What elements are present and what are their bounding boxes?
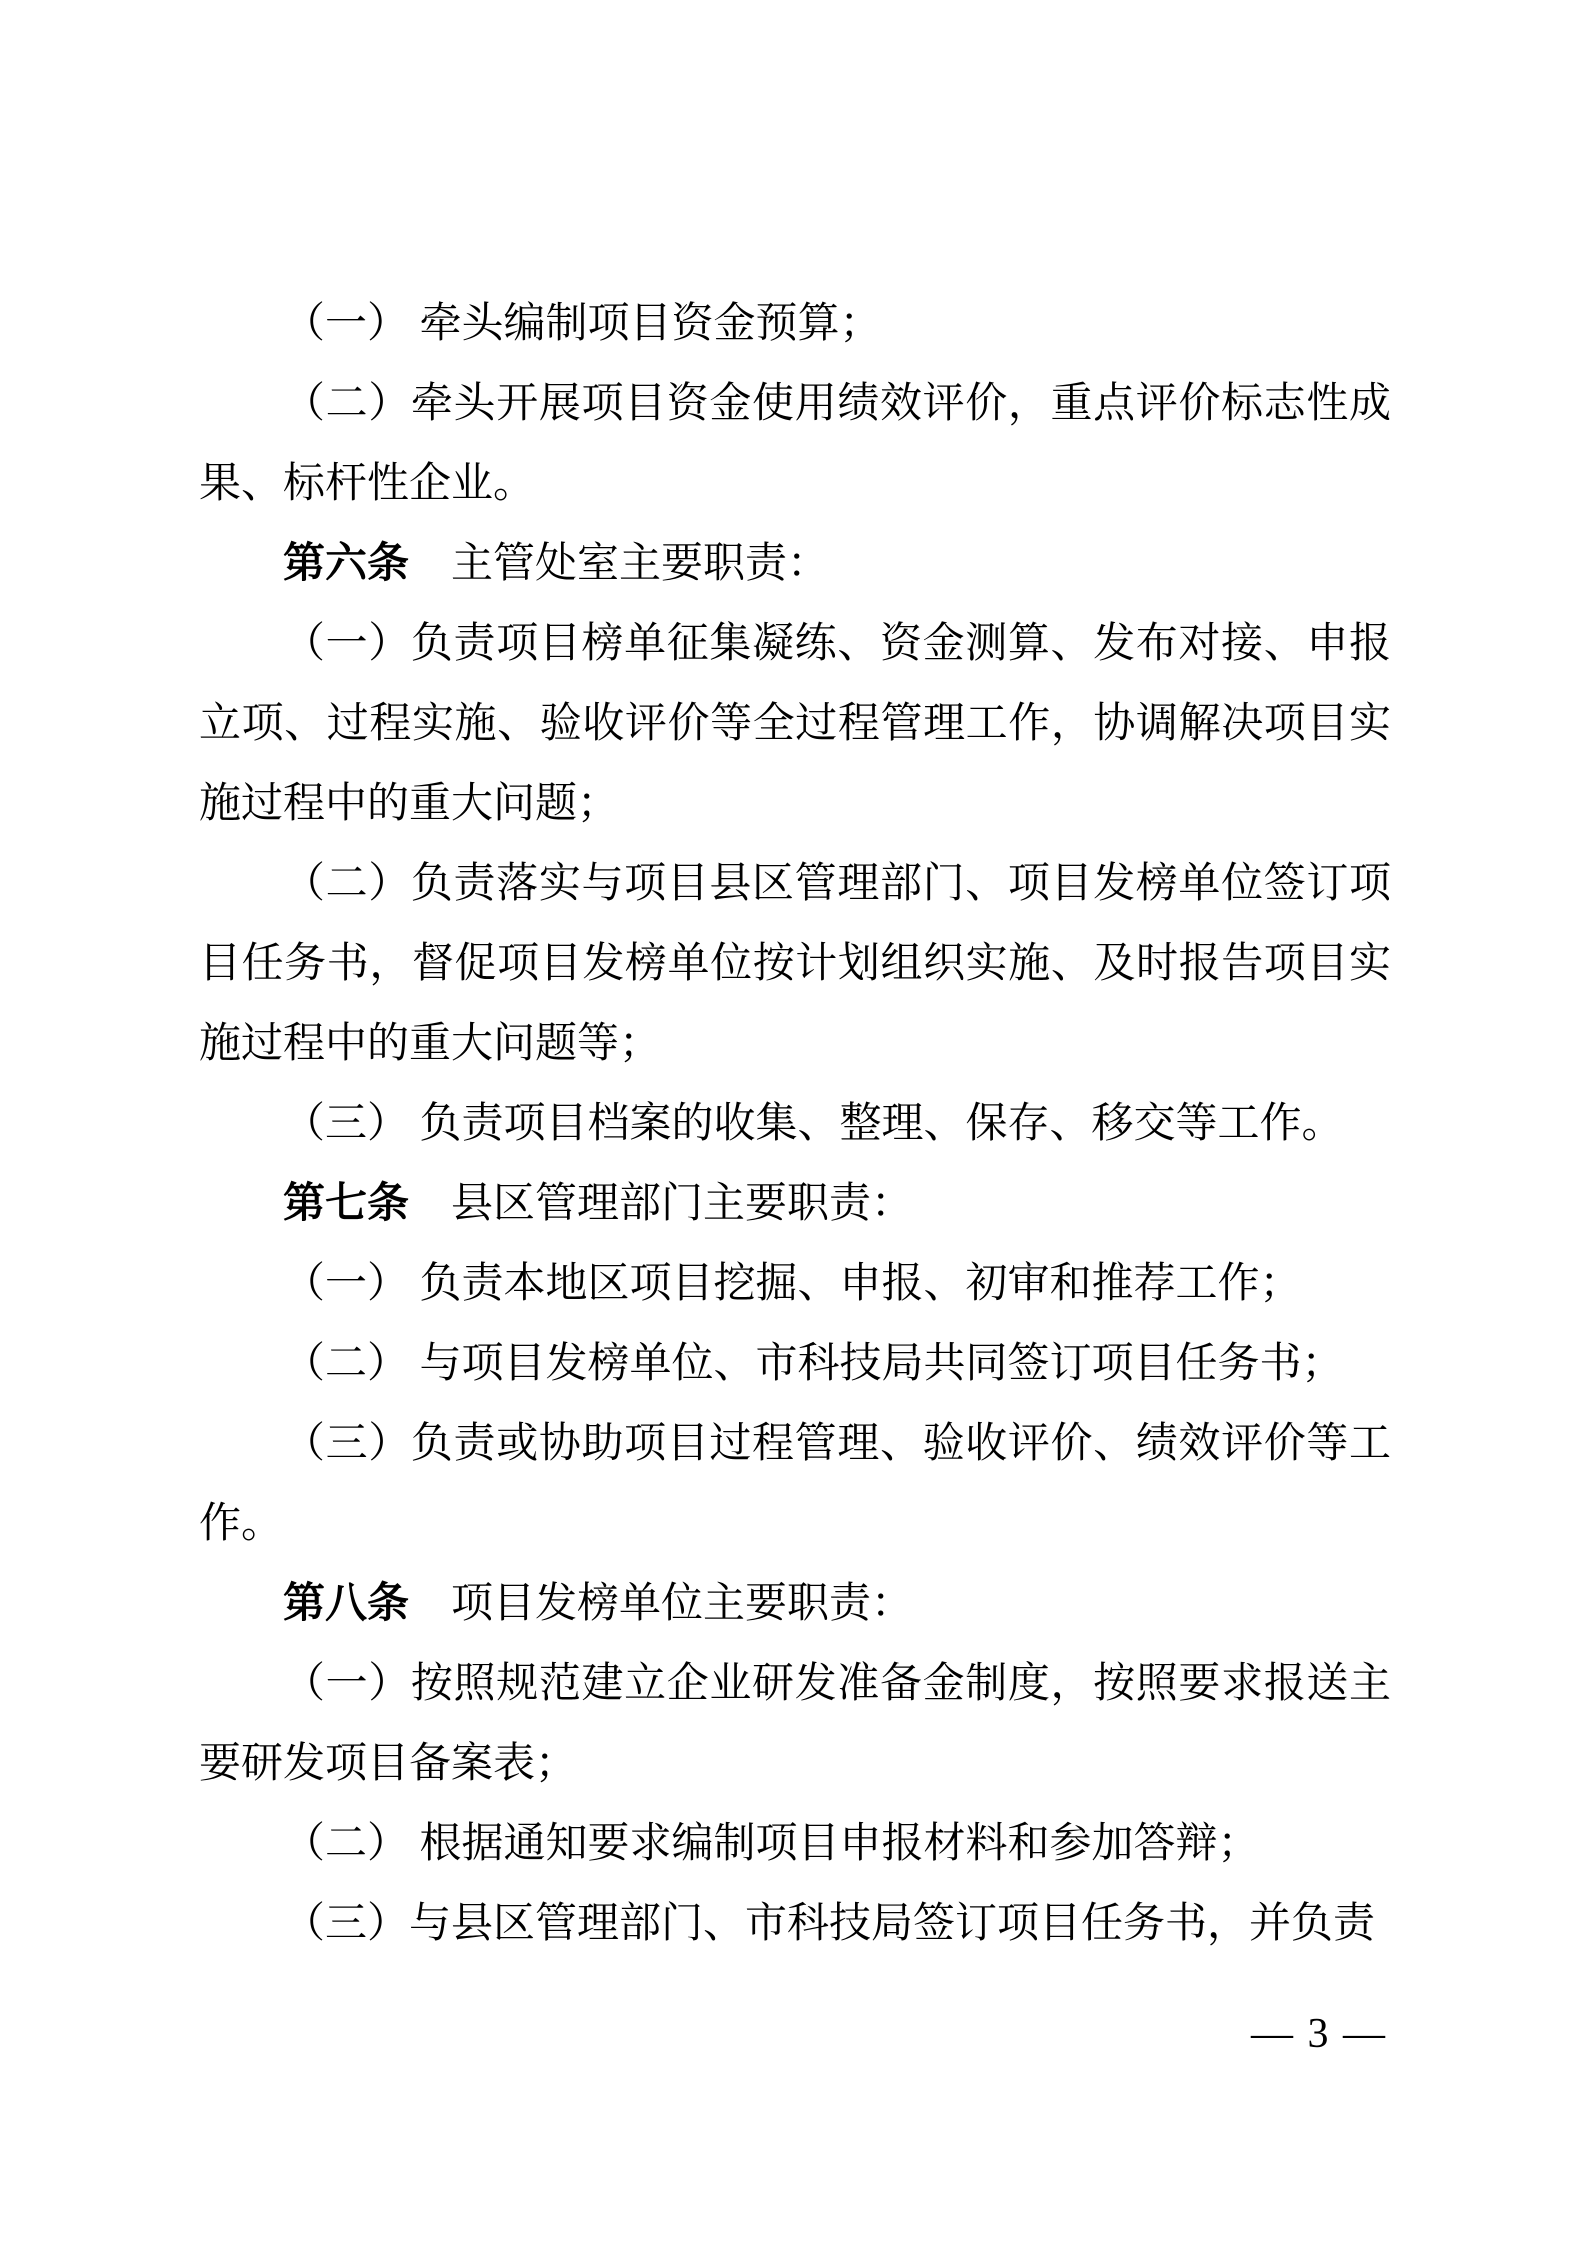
paragraph bbox=[199, 604, 1391, 844]
paragraph-text: （一） 负责本地区项目挖掘、申报、初审和推荐工作； bbox=[283, 1261, 1302, 1307]
article-number: 第七条 bbox=[283, 1181, 410, 1227]
article-number: 第八条 bbox=[283, 1581, 410, 1627]
paragraph bbox=[199, 1644, 1391, 1804]
paragraph bbox=[199, 844, 1391, 1084]
paragraph-text: （一） 牵头编制项目资金预算； bbox=[283, 301, 882, 347]
paragraph bbox=[199, 1084, 1391, 1164]
paragraph-text: （三）与县区管理部门、市科技局签订项目任务书，并负责 bbox=[283, 1901, 1376, 1947]
paragraph bbox=[199, 1804, 1391, 1884]
paragraph-text: （二） 与项目发榜单位、市科技局共同签订项目任务书； bbox=[283, 1341, 1344, 1387]
paragraph-text: 县区管理部门主要职责： bbox=[409, 1181, 914, 1227]
paragraph bbox=[199, 1244, 1391, 1324]
document-body bbox=[199, 284, 1391, 1964]
paragraph-text: （一）按照规范建立企业研发准备金制度，按照要求报送主要研发项目备案表； bbox=[199, 1661, 1391, 1787]
paragraph bbox=[199, 1164, 1391, 1244]
paragraph-text: （二）牵头开展项目资金使用绩效评价，重点评价标志性成果、标杆性企业。 bbox=[199, 381, 1391, 507]
paragraph bbox=[199, 364, 1391, 524]
paragraph bbox=[199, 1324, 1391, 1404]
paragraph bbox=[199, 1564, 1391, 1644]
paragraph-text: 主管处室主要职责： bbox=[409, 541, 830, 587]
paragraph-text: （二）负责落实与项目县区管理部门、项目发榜单位签订项目任务书，督促项目发榜单位按计划组织实施、及时报告项目实施过程中的重大问题等； bbox=[199, 861, 1391, 1067]
paragraph-text: 项目发榜单位主要职责： bbox=[409, 1581, 914, 1627]
paragraph bbox=[199, 284, 1391, 364]
paragraph-text: （三） 负责项目档案的收集、整理、保存、移交等工作。 bbox=[283, 1101, 1344, 1147]
paragraph bbox=[199, 1884, 1391, 1964]
paragraph bbox=[199, 524, 1391, 604]
paragraph-text: （三）负责或协助项目过程管理、验收评价、绩效评价等工作。 bbox=[199, 1421, 1391, 1547]
page-number: — 3 — bbox=[1251, 2011, 1387, 2057]
paragraph-text: （一）负责项目榜单征集凝练、资金测算、发布对接、申报立项、过程实施、验收评价等全过程管理工作，协调解决项目实施过程中的重大问题； bbox=[199, 621, 1391, 827]
article-number: 第六条 bbox=[283, 541, 410, 587]
paragraph-text: （二） 根据通知要求编制项目申报材料和参加答辩； bbox=[283, 1821, 1260, 1867]
paragraph bbox=[199, 1404, 1391, 1564]
